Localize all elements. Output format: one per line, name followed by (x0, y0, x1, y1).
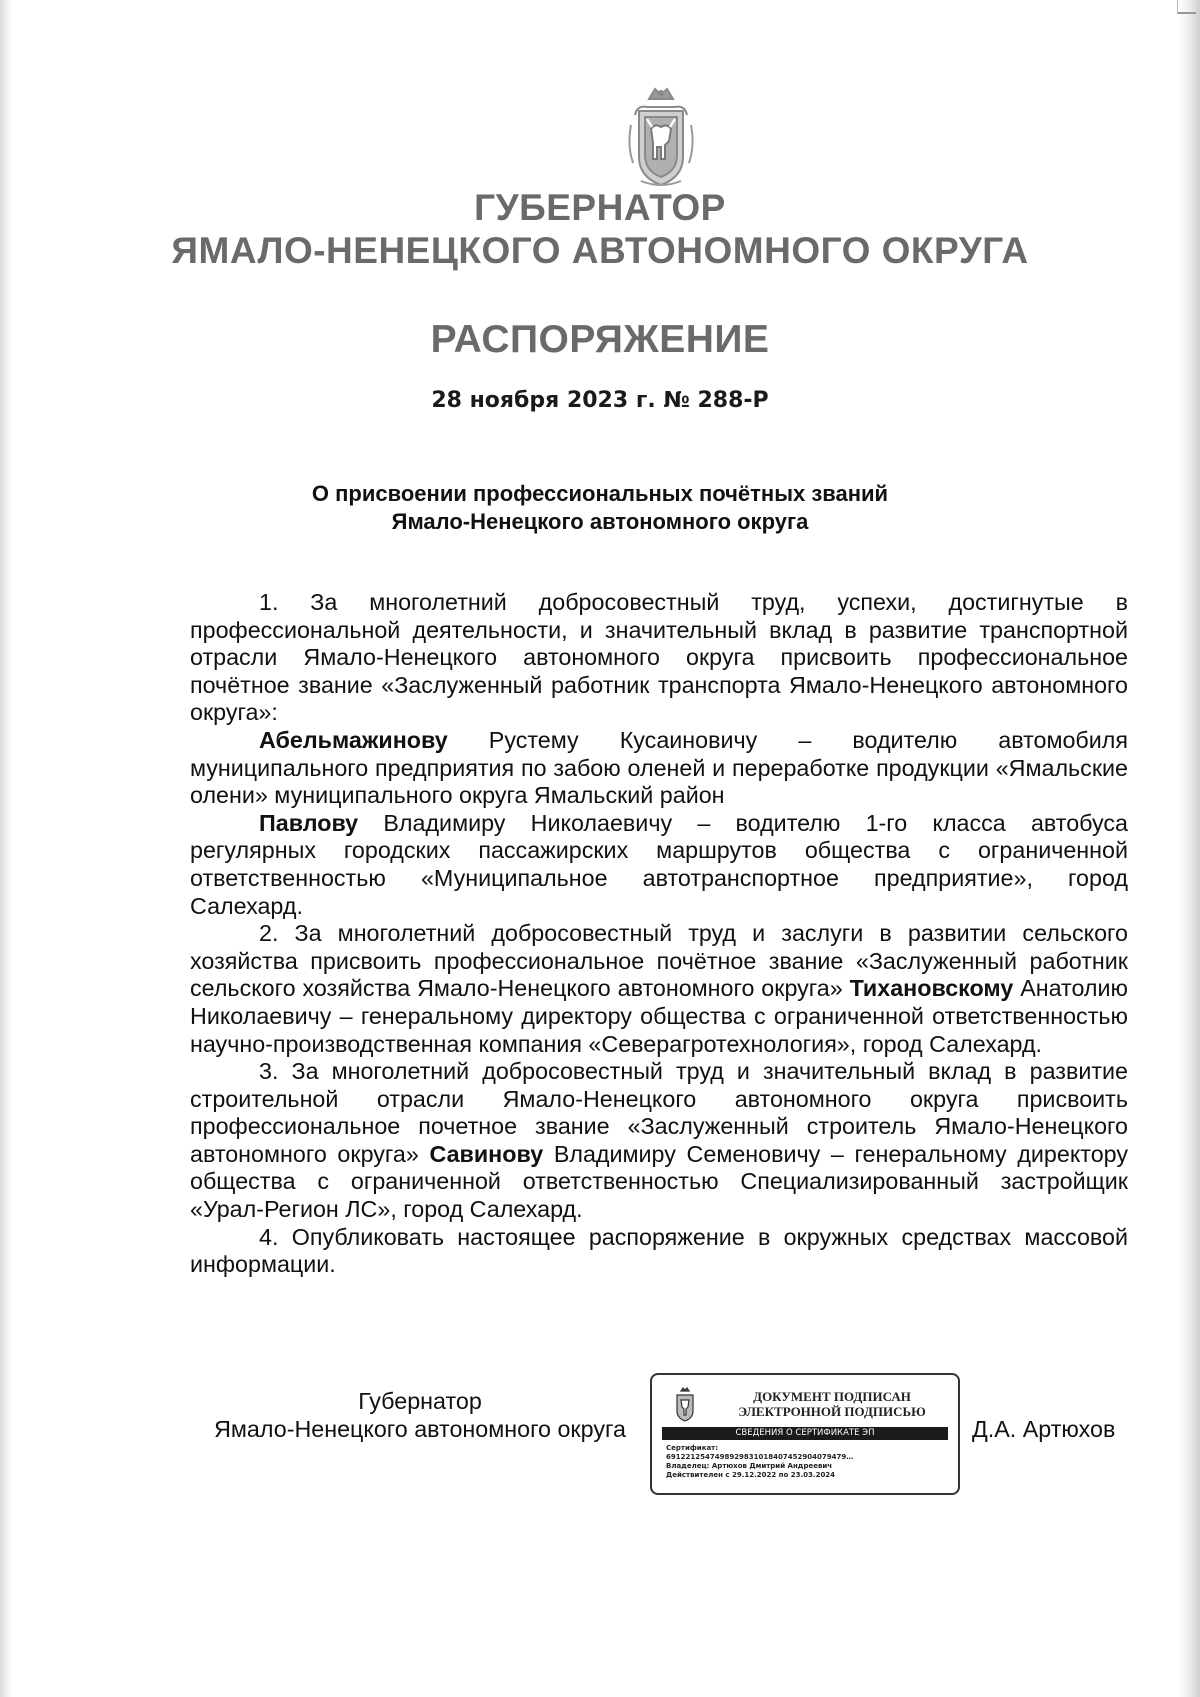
authority-title-line2: ЯМАЛО-НЕНЕЦКОГО АВТОНОМНОГО ОКРУГА (171, 230, 1029, 271)
subject-line2: Ямало-Ненецкого автономного округа (391, 509, 809, 534)
paragraph-1: 1. За многолетний добросовестный труд, успехи, достигнутые в профессиональной деятельности, и значительный вклад в развитие транспортной отрасли Ямало-Ненецкого автономного округа присвоить профессиональное почётное звание «Заслуженный работник транспорта Ямало-Ненецкого автономного округа»: (190, 589, 1128, 726)
awardee-details: Рустему Кусаиновичу – водителю автомобиля муниципального предприятия по забою оленей и переработке продукции «Ямальские олени» муниципального округа Ямальский район (190, 726, 1128, 809)
stamp-owner: Владелец: Артюхов Дмитрий Андреевич (666, 1462, 833, 1470)
stamp-validity: Действителен с 29.12.2022 по 23.03.2024 (666, 1471, 836, 1479)
paragraph-3 (190, 1058, 1128, 1224)
document-type: РАСПОРЯЖЕНИЕ (430, 318, 770, 361)
awardee-surname: Абельмажинову (259, 726, 448, 753)
paragraph-text: 3. За многолетний добросовестный труд и значительный вклад в развитие строительной отрасли Ямало-Ненецкого автономного округа присвоить профессиональное почетное звание «Заслуженный строитель Ямало-Ненецкого автономного округа» (190, 1058, 1128, 1167)
stamp-emblem-icon (672, 1387, 698, 1423)
signer-position (190, 1387, 650, 1443)
stamp-certificate-label: Сертификат: (666, 1444, 719, 1452)
awardee-surname: Павлову (259, 809, 359, 836)
awardee-surname: Тихановскому (849, 975, 1014, 1002)
paragraph-4: 4. Опубликовать настоящее распоряжение в окружных средствах массовой информации. (190, 1223, 1128, 1278)
stamp-title (712, 1389, 952, 1419)
paragraph-2 (190, 920, 1128, 1058)
document-body (190, 589, 1128, 1279)
paragraph-text: 2. За многолетний добросовестный труд и заслуги в развитии сельского хозяйства присвоить профессиональное почётное звание «Заслуженный работник сельского хозяйства Ямало-Ненецкого автономного округа» (190, 920, 1128, 1002)
paragraph-awardee-1 (190, 727, 1128, 810)
electronic-signature-stamp (650, 1373, 960, 1495)
document-subject (0, 480, 1200, 536)
awardee-details: Владимиру Николаевичу – водителю 1-го класса автобуса регулярных городских пассажирских маршрутов общества с ограниченной ответственностью «Муниципальное автотранспортное предприятие», город Салехард. (190, 809, 1128, 919)
signer-position-line2: Ямало-Ненецкого автономного округа (214, 1416, 626, 1442)
awardee-details: Анатолию Николаевичу – генеральному директору общества с ограниченной ответственностью научно-производственная компания «Северагротехнология», город Салехард. (190, 975, 1128, 1057)
awardee-details: Владимиру Семеновичу – генеральному директору общества с ограниченной ответственностью Специализированный застройщик «Урал-Регион ЛС», город Салехард. (190, 1140, 1128, 1223)
coat-of-arms-emblem (625, 85, 697, 190)
scan-corner-mark (1177, 0, 1196, 14)
stamp-certificate-bar: СВЕДЕНИЯ О СЕРТИФИКАТЕ ЭП (662, 1427, 948, 1440)
subject-line1: О присвоении профессиональных почётных званий (311, 481, 889, 506)
signer-position-line1: Губернатор (358, 1388, 482, 1414)
stamp-title-line1: ДОКУМЕНТ ПОДПИСАН (753, 1389, 911, 1404)
authority-title-line1: ГУБЕРНАТОР (474, 187, 726, 228)
stamp-certificate-number: 6912212547498929831018407452904079479… (666, 1453, 854, 1461)
signer-name: Д.А. Артюхов (972, 1416, 1116, 1442)
stamp-title-line2: ЭЛЕКТРОННОЙ ПОДПИСЬЮ (738, 1404, 926, 1419)
awardee-surname: Савинову (429, 1140, 544, 1167)
document-date-number: 28 ноября 2023 г. № 288-Р (431, 388, 769, 413)
paragraph-awardee-2 (190, 810, 1128, 920)
